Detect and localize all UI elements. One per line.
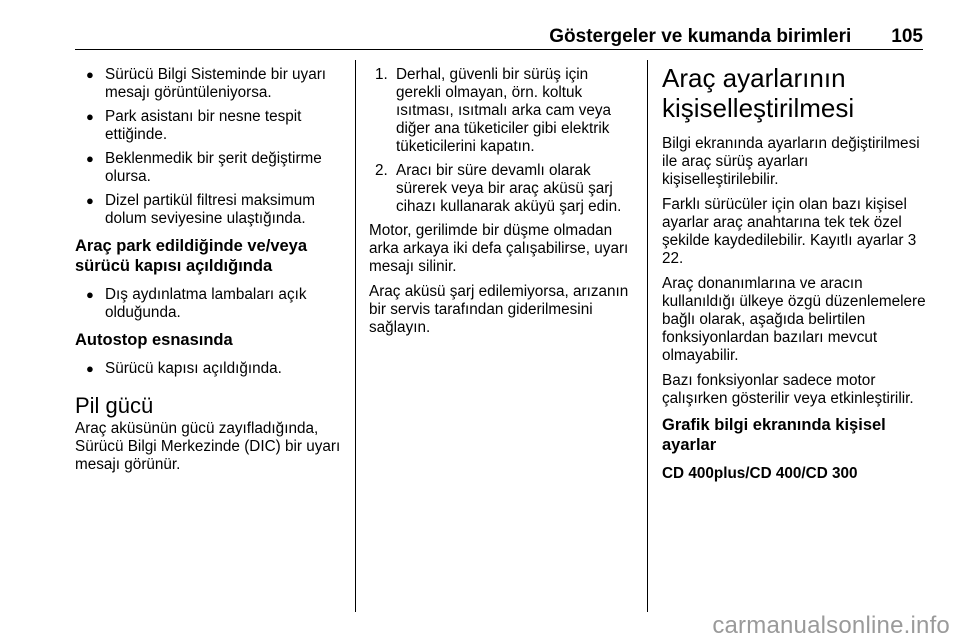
list-item: ● Sürücü Bilgi Sisteminde bir uyarı mesajı görüntüleniyorsa. — [86, 66, 327, 101]
heading-park: Araç park edildiğinde ve/veya sürücü kapısı açıldığında — [75, 237, 308, 275]
bullet-icon: ● — [86, 151, 94, 166]
heading-autostop: Autostop esnasında — [75, 331, 233, 349]
column-right — [662, 63, 927, 483]
paragraph-servis: Araç aküsü şarj edilemiyorsa, arızanın bir servis tarafından giderilmesini sağlayın. — [369, 283, 629, 336]
park-list — [75, 286, 347, 322]
running-header — [75, 26, 923, 50]
autostop-list — [75, 360, 347, 378]
subheading-cd-models: CD 400plus/CD 400/CD 300 — [662, 465, 858, 482]
watermark: carmanualsonline.info — [712, 612, 950, 639]
list-item: ● Park asistanı bir nesne tespit ettiğinde. — [86, 108, 302, 143]
bullet-icon: ● — [86, 67, 94, 82]
heading-grafik: Grafik bilgi ekranında kişisel ayarlar — [662, 416, 886, 454]
list-item: ● Dizel partikül filtresi maksimum dolum seviyesine ulaştığında. — [86, 192, 315, 227]
list-item: ● Beklenmedik bir şerit değiştirme olursa. — [86, 150, 322, 185]
bullet-icon: ● — [86, 193, 94, 208]
list-item: ● Sürücü kapısı açıldığında. — [86, 360, 282, 377]
column-left — [75, 66, 347, 481]
header-title: Göstergeler ve kumanda birimleri — [549, 26, 852, 47]
paragraph-motor: Motor, gerilimde bir düşme olmadan arka arkaya iki defa çalışabilirse, uyarı mesajı silinir. — [369, 222, 629, 275]
paragraph-equipment: Araç donanımlarına ve aracın kullanıldığı ülkeye özgü düzenlemelere bağlı olarak, aşağıda belirtilen fonksiyonlardan bazıları mevcut olmayabilir. — [662, 275, 926, 364]
header-rule — [75, 49, 923, 50]
list-item: 2. Aracı bir süre devamlı olarak sürerek veya bir araç aküsü şarj cihazı kullanarak aküyü şarj edin. — [375, 162, 622, 215]
bullet-icon: ● — [86, 109, 94, 124]
paragraph-intro: Bilgi ekranında ayarların değiştirilmesi ile araç sürüş ayarları kişiselleştirilebilir. — [662, 135, 920, 188]
warning-list — [75, 66, 347, 228]
steps-list — [369, 66, 637, 216]
bullet-icon: ● — [86, 287, 94, 302]
paragraph-keys: Farklı sürücüler için olan bazı kişisel ayarlar araç anahtarına tek tek özel şekilde kaydedilebilir. Kayıtlı ayarlar 3 22. — [662, 196, 917, 267]
column-divider-1 — [355, 60, 356, 612]
paragraph-pil: Araç aküsünün gücü zayıfladığında, Sürücü Bilgi Merkezinde (DIC) bir uyarı mesajı görünür. — [75, 420, 341, 473]
section-title: Araç ayarlarının kişiselleştirilmesi — [662, 63, 855, 123]
page-number: 105 — [891, 26, 923, 47]
column-middle — [369, 66, 637, 344]
page-reference: 3 22. — [662, 232, 917, 267]
paragraph-engine: Bazı fonksiyonlar sadece motor çalışırken gösterilir veya etkinleştirilir. — [662, 372, 914, 407]
list-item: ● Dış aydınlatma lambaları açık olduğunda. — [86, 286, 307, 321]
heading-pil-gucu: Pil gücü — [75, 393, 154, 418]
column-divider-2 — [647, 60, 648, 612]
bullet-icon: ● — [86, 361, 94, 376]
list-item: 1. Derhal, güvenli bir sürüş için gerekli olmayan, örn. koltuk ısıtması, ısıtmalı arka cam veya diğer ana tüketiciler gibi elektrik tüketicilerini kapatın. — [375, 66, 612, 155]
